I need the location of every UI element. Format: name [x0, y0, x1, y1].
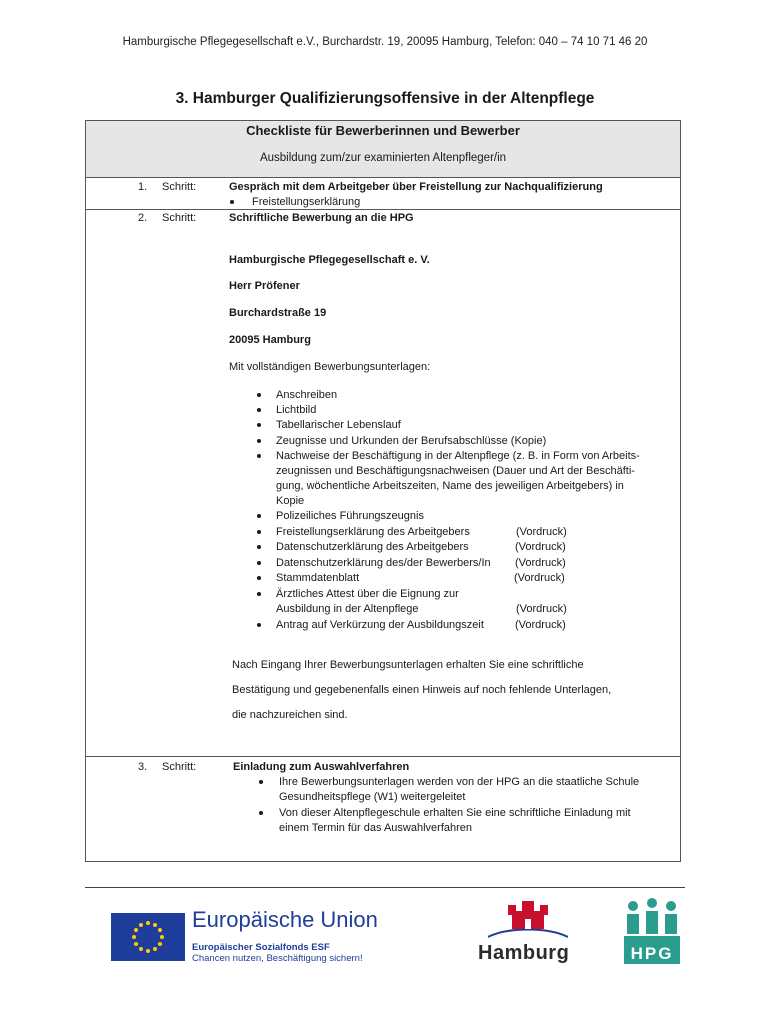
document-item-continued: gung, wöchentliche Arbeitszeiten, Name des jeweiligen Arbeitgebers) in [276, 480, 624, 492]
document-item: Tabellarischer Lebenslauf [276, 419, 401, 431]
bullet-icon [257, 623, 261, 627]
step-heading: Einladung zum Auswahlverfahren [233, 761, 410, 773]
document-item: Anschreiben [276, 389, 338, 401]
bullet-icon [257, 439, 261, 443]
page-title: 3. Hamburger Qualifizierungsoffensive in der Altenpflege [175, 90, 595, 107]
eu-logo-title: Europäische Union [192, 907, 378, 932]
document-item: Datenschutzerklärung des Arbeitgebers [276, 541, 469, 553]
form-note: (Vordruck) [516, 526, 567, 538]
step-divider [86, 756, 680, 757]
bullet-icon [257, 530, 261, 534]
document-item: Zeugnisse und Urkunden der Berufsabschlüsse (Kopie) [276, 435, 547, 447]
document-item-continued: Kopie [276, 495, 305, 507]
document-item: Freistellungserklärung des Arbeitgebers [276, 526, 470, 538]
document-item: Antrag auf Verkürzung der Ausbildungszeit [276, 619, 484, 631]
bullet-text: Von dieser Altenpflegeschule erhalten Sie eine schriftliche Einladung mit [279, 807, 631, 819]
step-number: 2. [138, 212, 148, 224]
bullet-text-continued: Gesundheitspflege (W1) weitergeleitet [279, 791, 466, 803]
hamburg-castle-icon [488, 897, 568, 944]
document-item: Stammdatenblatt [276, 572, 360, 584]
step-number: 1. [138, 181, 148, 193]
eu-stars-icon [111, 913, 185, 961]
closing-text: Bestätigung und gegebenenfalls einen Hinweis auf noch fehlende Unterlagen, [232, 684, 612, 696]
bullet-text: Freistellungserklärung [252, 196, 361, 208]
closing-text: die nachzureichen sind. [232, 709, 348, 721]
document-item: Polizeiliches Führungszeugnis [276, 510, 424, 522]
bullet-icon [257, 592, 261, 596]
bullet-icon [257, 514, 261, 518]
eu-logo-slogan: Chancen nutzen, Beschäftigung sichern! [192, 953, 363, 964]
documents-intro: Mit vollständigen Bewerbungsunterlagen: [229, 361, 431, 373]
closing-text: Nach Eingang Ihrer Bewerbungsunterlagen erhalten Sie eine schriftliche [232, 659, 584, 671]
document-item: Datenschutzerklärung des/der Bewerbers/In [276, 557, 491, 569]
document-item-continued: zeugnissen und Beschäftigungsnachweisen (Dauer und Art der Beschäfti- [276, 465, 635, 477]
document-item: Lichtbild [276, 404, 317, 416]
footer-divider [85, 887, 685, 888]
step-divider [86, 209, 680, 210]
address-line: Herr Pröfener [229, 280, 300, 292]
form-note: (Vordruck) [515, 541, 566, 553]
form-note: (Vordruck) [516, 603, 567, 615]
document-item-continued: Ausbildung in der Altenpflege [276, 603, 419, 615]
bullet-icon [257, 408, 261, 412]
bullet-icon [257, 423, 261, 427]
bullet-icon [259, 811, 263, 815]
address-line: Hamburgische Pflegegesellschaft e. V. [229, 254, 430, 266]
hpg-logo-text: HPG [630, 944, 674, 963]
step-label: Schritt: [162, 181, 197, 193]
form-note: (Vordruck) [514, 572, 565, 584]
step-number: 3. [138, 761, 148, 773]
bullet-icon [257, 393, 261, 397]
bullet-icon [257, 545, 261, 549]
eu-flag-icon [111, 913, 185, 961]
checklist-subtitle: Ausbildung zum/zur examinierten Altenpfleger/in [259, 152, 507, 164]
step-label: Schritt: [162, 212, 197, 224]
step-heading: Schriftliche Bewerbung an die HPG [229, 212, 414, 224]
page-header: Hamburgische Pflegegesellschaft e.V., Burchardstr. 19, 20095 Hamburg, Telefon: 040 – 74 10 71 46 20 [122, 36, 648, 48]
bullet-icon [257, 454, 261, 458]
document-item: Nachweise der Beschäftigung in der Altenpflege (z. B. in Form von Arbeits- [276, 450, 640, 462]
eu-logo-subtitle: Europäischer Sozialfonds ESF [192, 942, 330, 953]
step-heading: Gespräch mit dem Arbeitgeber über Freistellung zur Nachqualifizierung [229, 181, 603, 193]
form-note: (Vordruck) [515, 619, 566, 631]
address-line: Burchardstraße 19 [229, 307, 327, 319]
document-item: Ärztliches Attest über die Eignung zur [276, 588, 459, 600]
bullet-text-continued: einem Termin für das Auswahlverfahren [279, 822, 473, 834]
bullet-icon [257, 561, 261, 565]
step-label: Schritt: [162, 761, 197, 773]
bullet-icon [230, 200, 234, 204]
bullet-icon [259, 780, 263, 784]
form-note: (Vordruck) [515, 557, 566, 569]
bullet-icon [257, 576, 261, 580]
hamburg-logo-text: Hamburg [478, 942, 570, 964]
address-line: 20095 Hamburg [229, 334, 311, 346]
bullet-text: Ihre Bewerbungsunterlagen werden von der HPG an die staatliche Schule [279, 776, 640, 788]
checklist-title: Checkliste für Bewerberinnen und Bewerber [246, 123, 520, 138]
